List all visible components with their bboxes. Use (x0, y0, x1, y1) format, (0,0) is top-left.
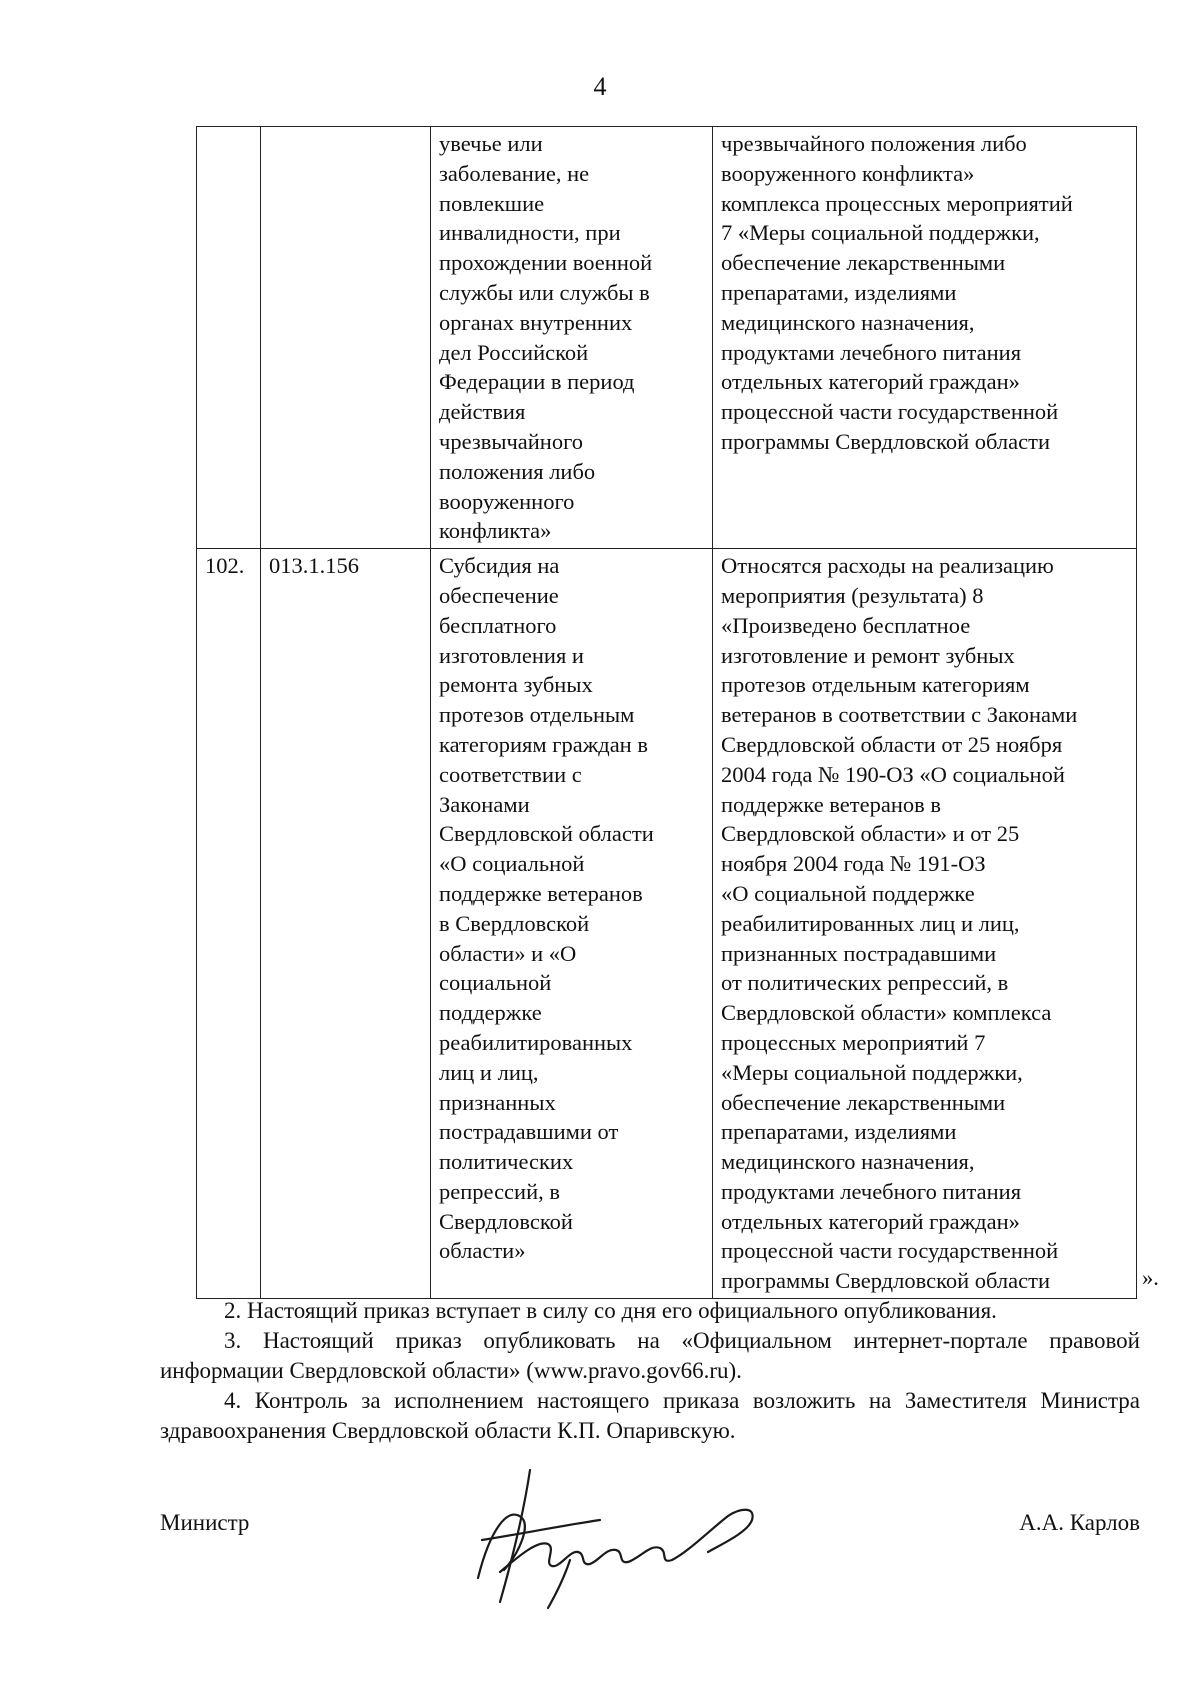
handwritten-signature-icon (460, 1460, 790, 1610)
row-number (197, 127, 261, 549)
row-name: Субсидия на обеспечение бесплатного изготовления и ремонта зубных протезов отдельным категориям граждан в соответствии с Законами Свердловской области «О социальной поддержке ветеранов в Свердловской области» и «О социальной поддержке реабилитированных лиц и лиц, признанных пострадавшими от политических репрессий, в Свердловской области» (431, 549, 713, 1299)
closing-quote: ». (1142, 1265, 1159, 1290)
signer-title: Министр (160, 1510, 250, 1535)
row-name: увечье или заболевание, не повлекшие инвалидности, при прохождении военной службы или службы в органах внутренних дел Российской Федерации в период действия чрезвычайного положения либо вооруженного конфликта» (431, 127, 713, 549)
paragraph-2: 2. Настоящий приказ вступает в силу со дня его официального опубликования. (224, 1298, 997, 1323)
expense-table (196, 126, 1137, 1299)
row-code: 013.1.156 (261, 549, 431, 1299)
row-description: Относятся расходы на реализацию мероприятия (результата) 8 «Произведено бесплатное изготовление и ремонт зубных протезов отдельным категориям ветеранов в соответствии с Законами Свердловской области от 25 ноября 2004 года № 190-ОЗ «О социальной поддержке ветеранов в Свердловской области» и от 25 ноября 2004 года № 191-ОЗ «О социальной поддержке реабилитированных лиц и лиц, признанных пострадавшими от политических репрессий, в Свердловской области» комплекса процессных мероприятий 7 «Меры социальной поддержки, обеспечение лекарственными препаратами, изделиями медицинского назначения, продуктами лечебного питания отдельных категорий граждан» процессной части государственной программы Свердловской области (713, 549, 1137, 1299)
row-code (261, 127, 431, 549)
row-number: 102. (197, 549, 261, 1299)
order-paragraphs (160, 1296, 1140, 1446)
paragraph-4: 4. Контроль за исполнением настоящего приказа возложить на Заместителя Министра здравоохранения Свердловской области К.П. Опаривскую. (160, 1388, 1140, 1443)
table-row (197, 549, 1137, 1299)
table-row (197, 127, 1137, 549)
row-description: чрезвычайного положения либо вооруженного конфликта» комплекса процессных мероприятий 7 «Меры социальной поддержки, обеспечение лекарственными препаратами, изделиями медицинского назначения, продуктами лечебного питания отдельных категорий граждан» процессной части государственной программы Свердловской области (713, 127, 1137, 549)
signature-block (160, 1500, 1140, 1640)
paragraph-3: 3. Настоящий приказ опубликовать на «Официальном интернет-портале правовой информации Свердловской области» (www.pravo.gov66.ru). (160, 1328, 1140, 1383)
signer-name: А.А. Карлов (1019, 1510, 1140, 1535)
page-number: 4 (593, 72, 607, 101)
